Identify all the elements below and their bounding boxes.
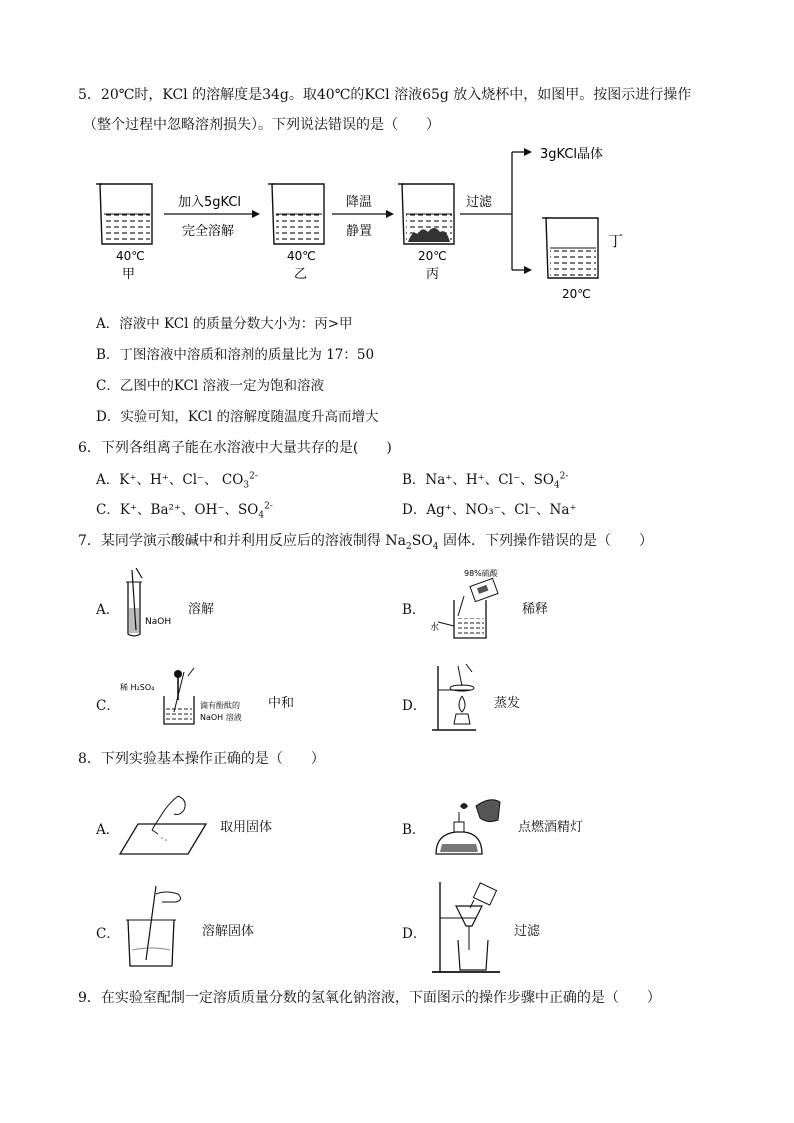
q6-b-sub: 4 [553, 480, 560, 491]
q5-stem-line2: （整个过程中忽略溶剂损失）。下列说法错误的是（ ） [83, 117, 440, 133]
q5-option-a[interactable]: A．溶液中 KCl 的质量分数大小为：丙>甲 [96, 316, 353, 332]
q7-c-acid-tag: 稀 H₂SO₄ [120, 683, 155, 692]
q6-c-sup: 2- [264, 501, 273, 512]
q6-option-b-text: B．Na⁺、H⁺、Cl⁻、SO [402, 472, 554, 488]
q7-c-naoh-tag: NaOH 溶液 [200, 713, 242, 722]
settle-label: 静置 [346, 224, 373, 239]
q6-a-sup: 2- [249, 471, 258, 482]
q6-stem: 6．下列各组离子能在水溶液中大量共存的是( ) [78, 440, 392, 456]
q8-option-c-label: 溶解固体 [202, 924, 255, 939]
q5-option-d[interactable]: D．实验可知，KCl 的溶解度随温度升高而增大 [96, 409, 379, 425]
q8-b-alcohol-lamp-image [430, 790, 510, 864]
q8-d-filter-image [430, 878, 510, 976]
q8-option-d-label: 过滤 [514, 924, 541, 939]
q7-stem-sub2: 4 [432, 541, 439, 552]
q8-stem: 8．下列实验基本操作正确的是（ ） [78, 751, 325, 767]
yi-label: 乙 [294, 267, 308, 282]
q6-option-a-text: A．K⁺、H⁺、Cl⁻、 CO [96, 472, 244, 488]
q8-option-b-letter[interactable]: B． [402, 822, 426, 838]
q5-stem-line1: 5．20℃时，KCl 的溶解度是34g。取40℃的KCl 溶液65g 放入烧杯中，如图甲。按图示进行操作 [78, 87, 692, 103]
q7-option-a-letter[interactable]: A． [96, 602, 120, 618]
crystal-label: 3gKCl晶体 [540, 147, 604, 162]
q7-stem-pre: 7．某同学演示酸碱中和并利用反应后的溶液制得 Na [78, 533, 406, 549]
q7-a-dissolve-image [118, 568, 178, 640]
beaker-jia [96, 184, 152, 244]
q6-option-b[interactable] [402, 468, 568, 491]
q9-stem: 9．在实验室配制一定溶质质量分数的氢氧化钠溶液，下面图示的操作步骤中正确的是（ ） [78, 990, 661, 1006]
bing-label: 丙 [426, 267, 440, 282]
q7-c-phenol-tag: 滴有酚酞的 [200, 701, 240, 710]
q5-option-b[interactable]: B．丁图溶液中溶质和溶剂的质量比为 17：50 [96, 347, 375, 363]
q6-b-sup: 2- [559, 471, 569, 482]
q7-option-b-letter[interactable]: B． [402, 602, 426, 618]
q7-b-dilute-image [428, 566, 508, 642]
cool-label: 降温 [346, 195, 373, 210]
filter-label: 过滤 [466, 195, 493, 210]
q7-option-d-label: 蒸发 [494, 696, 521, 711]
q7-stem-mid: SO [411, 533, 433, 549]
q8-option-b-label: 点燃酒精灯 [518, 820, 584, 835]
beaker-yi [268, 184, 324, 244]
q7-option-b-label: 稀释 [522, 602, 549, 617]
q7-option-c-letter[interactable]: C． [96, 698, 120, 714]
q6-option-d[interactable]: D．Ag⁺、NO₃⁻、Cl⁻、Na⁺ [402, 502, 577, 518]
q7-stem-post: 固体．下列操作错误的是（ ） [438, 533, 653, 549]
q7-b-acid-tag: 98%硫酸 [464, 569, 498, 578]
q7-option-a-label: 溶解 [188, 602, 215, 617]
q5-process-diagram [90, 140, 650, 305]
bing-temp: 20℃ [418, 249, 447, 263]
q7-option-c-label: 中和 [268, 696, 295, 711]
q7-c-neutralize-image [118, 662, 248, 732]
q6-c-sub: 4 [258, 510, 265, 521]
q6-option-c[interactable] [96, 498, 273, 521]
q8-option-c-letter[interactable]: C． [96, 926, 120, 942]
q6-a-sub: 3 [243, 480, 250, 491]
yi-temp: 40℃ [287, 249, 316, 263]
q6-option-a[interactable] [96, 468, 258, 491]
q7-stem [78, 530, 653, 552]
dissolve-label: 完全溶解 [182, 224, 235, 239]
q8-c-dissolve-image [122, 880, 192, 970]
q8-a-solid-image [118, 790, 208, 858]
q7-option-d-letter[interactable]: D． [402, 698, 427, 714]
q6-option-c-text: C．K⁺、Ba²⁺、OH⁻、SO [96, 502, 259, 518]
jia-label: 甲 [122, 267, 136, 282]
q7-stem-sub1: 2 [405, 541, 412, 552]
jia-temp: 40℃ [116, 249, 145, 263]
beaker-ding [542, 218, 598, 278]
add-kcl-label: 加入5gKCl [178, 195, 242, 210]
ding-label: 丁 [608, 232, 624, 250]
q8-option-d-letter[interactable]: D． [402, 926, 427, 942]
q8-option-a-letter[interactable]: A． [96, 822, 120, 838]
ding-temp: 20℃ [562, 287, 591, 301]
q7-a-naoh-tag: NaOH [145, 617, 172, 627]
q7-d-evaporate-image [430, 662, 490, 734]
q7-b-water-tag: 水 [430, 623, 440, 633]
beaker-bing [398, 184, 454, 244]
q5-option-c[interactable]: C．乙图中的KCl 溶液一定为饱和溶液 [96, 378, 324, 394]
q8-option-a-label: 取用固体 [220, 820, 273, 835]
